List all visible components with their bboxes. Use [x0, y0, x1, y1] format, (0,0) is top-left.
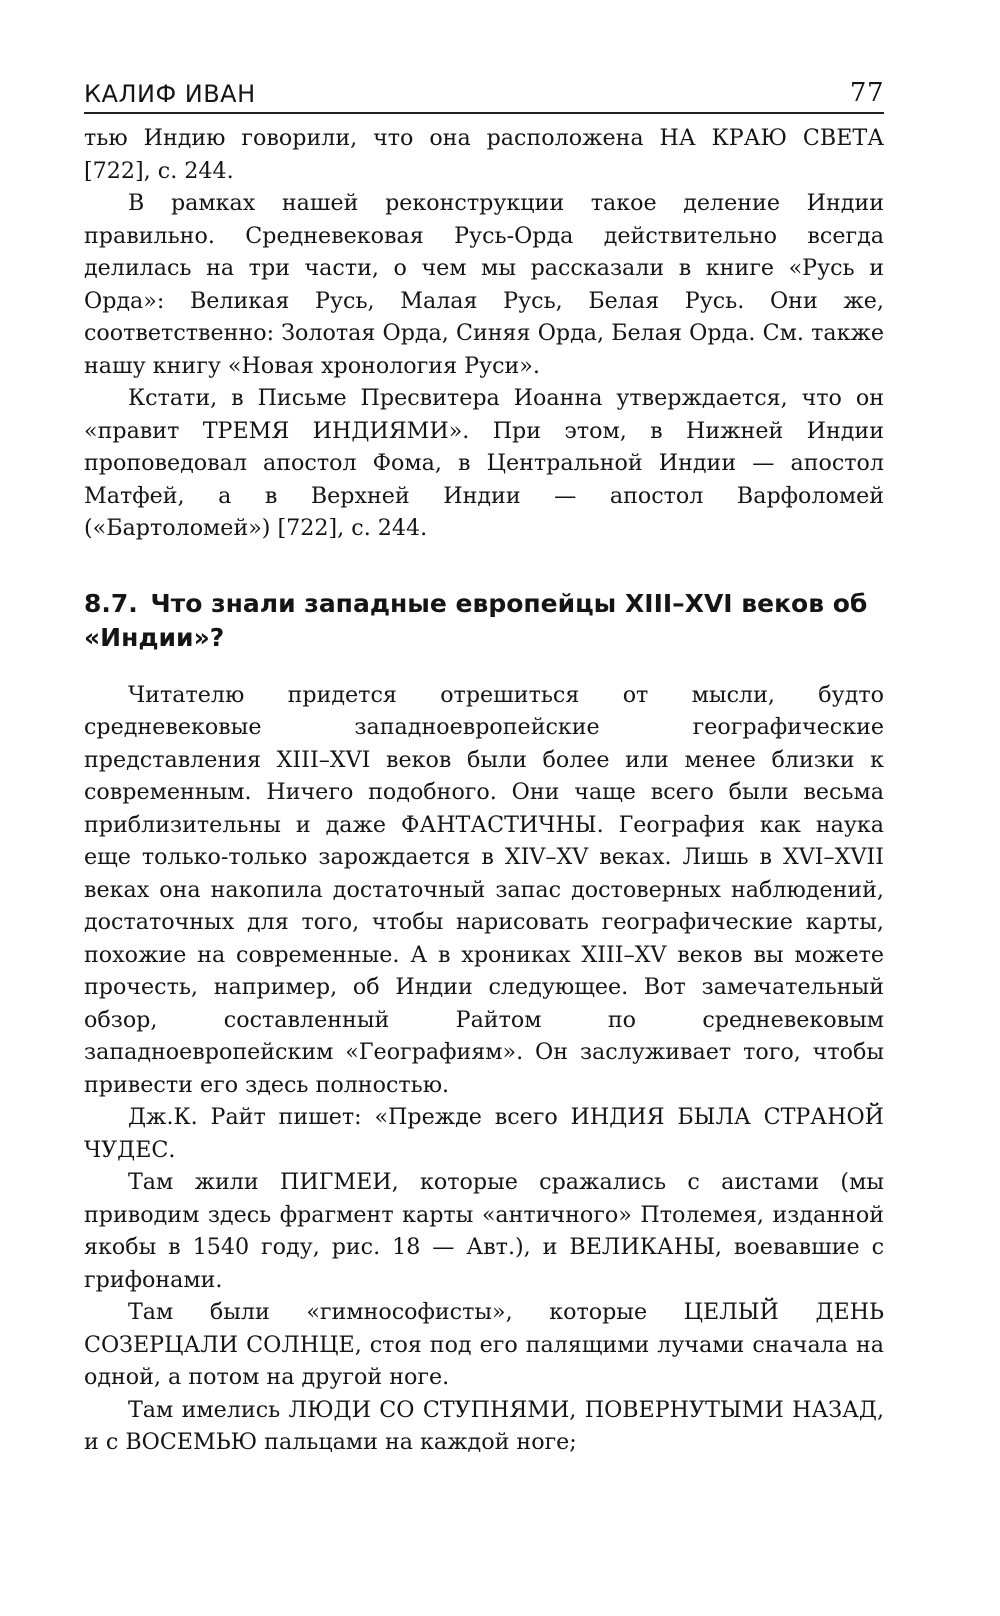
section-heading	[84, 587, 884, 655]
paragraph: тью Индию говорили, что она расположена НА КРАЮ СВЕТА [722], с. 244.	[84, 125, 884, 184]
paragraph: Там имелись ЛЮДИ СО СТУПНЯМИ, ПОВЕРНУТЫМИ НАЗАД, и с ВОСЕМЬЮ пальцами на каждой ноге;	[84, 1396, 884, 1455]
running-title: КАЛИФ ИВАН	[84, 80, 256, 108]
book-page	[84, 72, 884, 1459]
paragraph: Дж.К. Райт пишет: «Прежде всего ИНДИЯ БЫЛА СТРАНОЙ ЧУДЕС.	[84, 1104, 884, 1163]
paragraph: Кстати, в Письме Пресвитера Иоанна утверждается, что он «правит ТРЕМЯ ИНДИЯМИ». При этом, в Нижней Индии проповедовал апостол Фома, в Центральной Индии — апостол Матфей, а в Верхней Индии — апостол Варфоломей («Бартоломей») [722], с. 244.	[84, 385, 884, 541]
page-number: 77	[849, 78, 884, 108]
paragraph: Там жили ПИГМЕИ, которые сражались с аистами (мы приводим здесь фрагмент карты «античного» Птолемея, изданной якобы в 1540 году, рис. 18 — Авт.), и ВЕЛИКАНЫ, воевавшие с грифонами.	[84, 1169, 884, 1293]
body-text	[84, 122, 884, 1459]
section-number: 8.7.	[84, 588, 138, 618]
paragraph: В рамках нашей реконструкции такое деление Индии правильно. Средневековая Русь-Орда действительно всегда делилась на три части, о чем мы рассказали в книге «Русь и Орда»: Великая Русь, Малая Русь, Белая Русь. Они же, соответственно: Золотая Орда, Синяя Орда, Белая Орда. См. также нашу книгу «Новая хронология Руси».	[84, 190, 884, 379]
paragraph: Там были «гимнософисты», которые ЦЕЛЫЙ ДЕНЬ СОЗЕРЦАЛИ СОЛНЦЕ, стоя под его палящими лучами сначала на одной, а потом на другой ноге.	[84, 1299, 884, 1390]
running-header	[84, 72, 884, 114]
paragraph: Читателю придется отрешиться от мысли, будто средневековые западноевропейские географические представления XIII–XVI веков были более или менее близки к современным. Ничего подобного. Они чаще всего были весьма приблизительны и даже ФАНТАСТИЧНЫ. География как наука еще только-только зарождается в XIV–XV веках. Лишь в XVI–XVII веках она накопила достаточный запас достоверных наблюдений, достаточных для того, чтобы нарисовать географические карты, похожие на современные. А в хрониках XIII–XV веков вы можете прочесть, например, об Индии следующее. Вот замечательный обзор, составленный Райтом по средневековым западноевропейским «Географиям». Он заслуживает того, чтобы привести его здесь полностью.	[84, 681, 884, 1098]
section-title: Что знали западные европейцы XIII–XVI веков об «Индии»?	[84, 588, 868, 652]
